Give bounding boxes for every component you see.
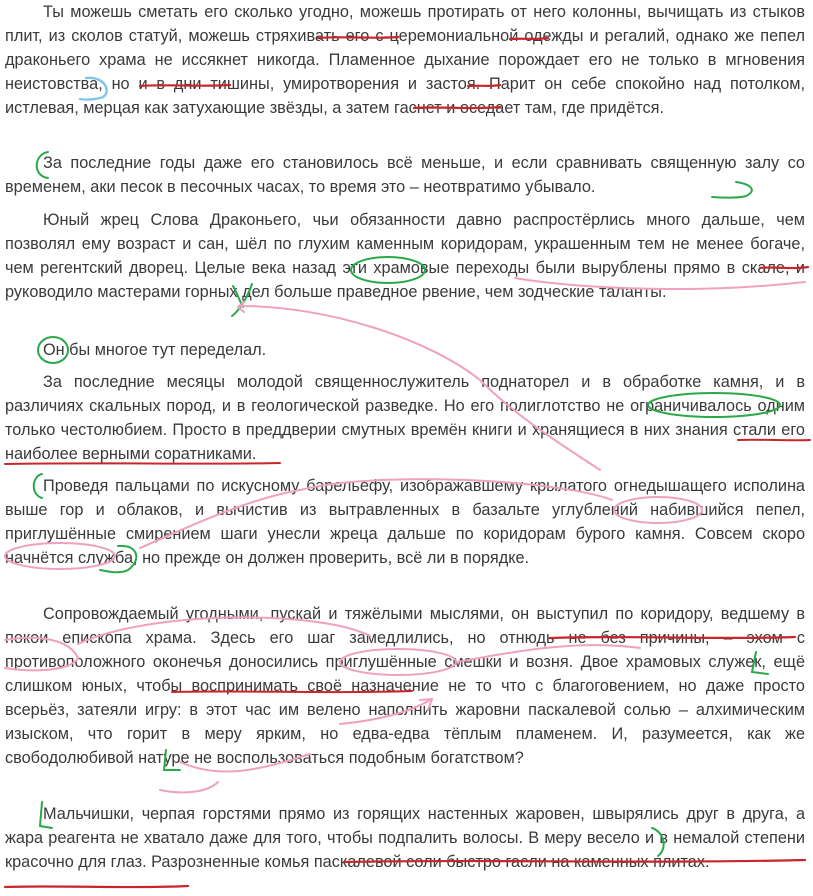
paragraph-4: Он бы многое тут переделал.: [43, 341, 267, 359]
paragraph-1: Ты можешь сметать его сколько угодно, можешь протирать от него колонны, вычищать из стыков плит, из сколов статуй, можешь стряхивать его с церемониальной одежды и регалий, однако же пепел драконьего храма не иссякнет никогда. Пламенное дыхание порождает его не только в мгновения неистовства, но и в дни тишины, умиротворения и застоя. Парит он себе спокойно над потолком, истлевая, мерцая как затухающие звёзды, а затем гаснет и оседает там, где придётся.: [5, 3, 805, 117]
strike-na-kamennyh: [5, 886, 188, 887]
paragraph-3: Юный жрец Слова Драконьего, чьи обязанности давно распростёрлись много дальше, чем позволял ему возраст и сан, шёл по глухим каменным коридорам, украшенным тем не менее богаче, чем регентский дворец. Целые века назад эти храмовые переходы были вырублены прямо в скале, и руководило мастерами горных дел больше праведное рвение, чем зодческие таланты.: [5, 211, 805, 301]
paragraph-2: За последние годы даже его становилось всё меньше, и если сравнивать священную залу со временем, аки песок в песочных часах, то время это – неотвратимо убывало.: [5, 154, 805, 196]
pink-arc-bogatstvom: [160, 782, 218, 792]
paragraph-8: Мальчишки, черпая горстями прямо из горящих настенных жаровен, швырялись друг в друга, а жара реагента не хватало даже для того, чтобы подпалить волосы. В меру весело и в немалой степени красочно для глаз. Разрозненные комья паскалевой соли быстро гасли на каменных плитах.: [5, 805, 805, 871]
paragraph-5: За последние месяцы молодой священнослужитель поднаторел и в обработке камня, и в различиях скальных пород, и в геологической разведке. Но его полиглотство не ограничивалось одним только честолюбием. Просто в преддверии смутных времён книги и хранящиеся в них знания стали его наиболее верными соратниками.: [5, 373, 805, 463]
paragraph-6: Проведя пальцами по искусному барельефу, изображавшему крылатого огнедышащего исполина выше гор и облаков, и вычистив из вытравленных в базальте углублений набившийся пепел, приглушённые смирением шаги унесли жреца дальше по коридорам бурого камня. Совсем скоро начнётся служба, но прежде он должен проверить, всё ли в порядке.: [5, 477, 805, 567]
paragraph-7: Сопровождаемый угодными, пускай и тяжёлыми мыслями, он выступил по коридору, ведшему в покои епископа храма. Здесь его шаг замедлились, но отнюдь не без причины, – эхом с противоположного оконечья доносились приглушённые смешки и возня. Двое храмовых служек, ещё слишком юных, чтобы воспринимать своё назначение не то что с благоговением, но даже просто всерьёз, затеяли игру: в этот час им велено наполнить жаровни паскалевой солью – алхимическим изыском, что горит в меру ярким, но едва-едва тёплым пламенем. И, разумеется, как же свободолюбивой натуре не воспользоваться подобным богатством?: [5, 605, 805, 767]
